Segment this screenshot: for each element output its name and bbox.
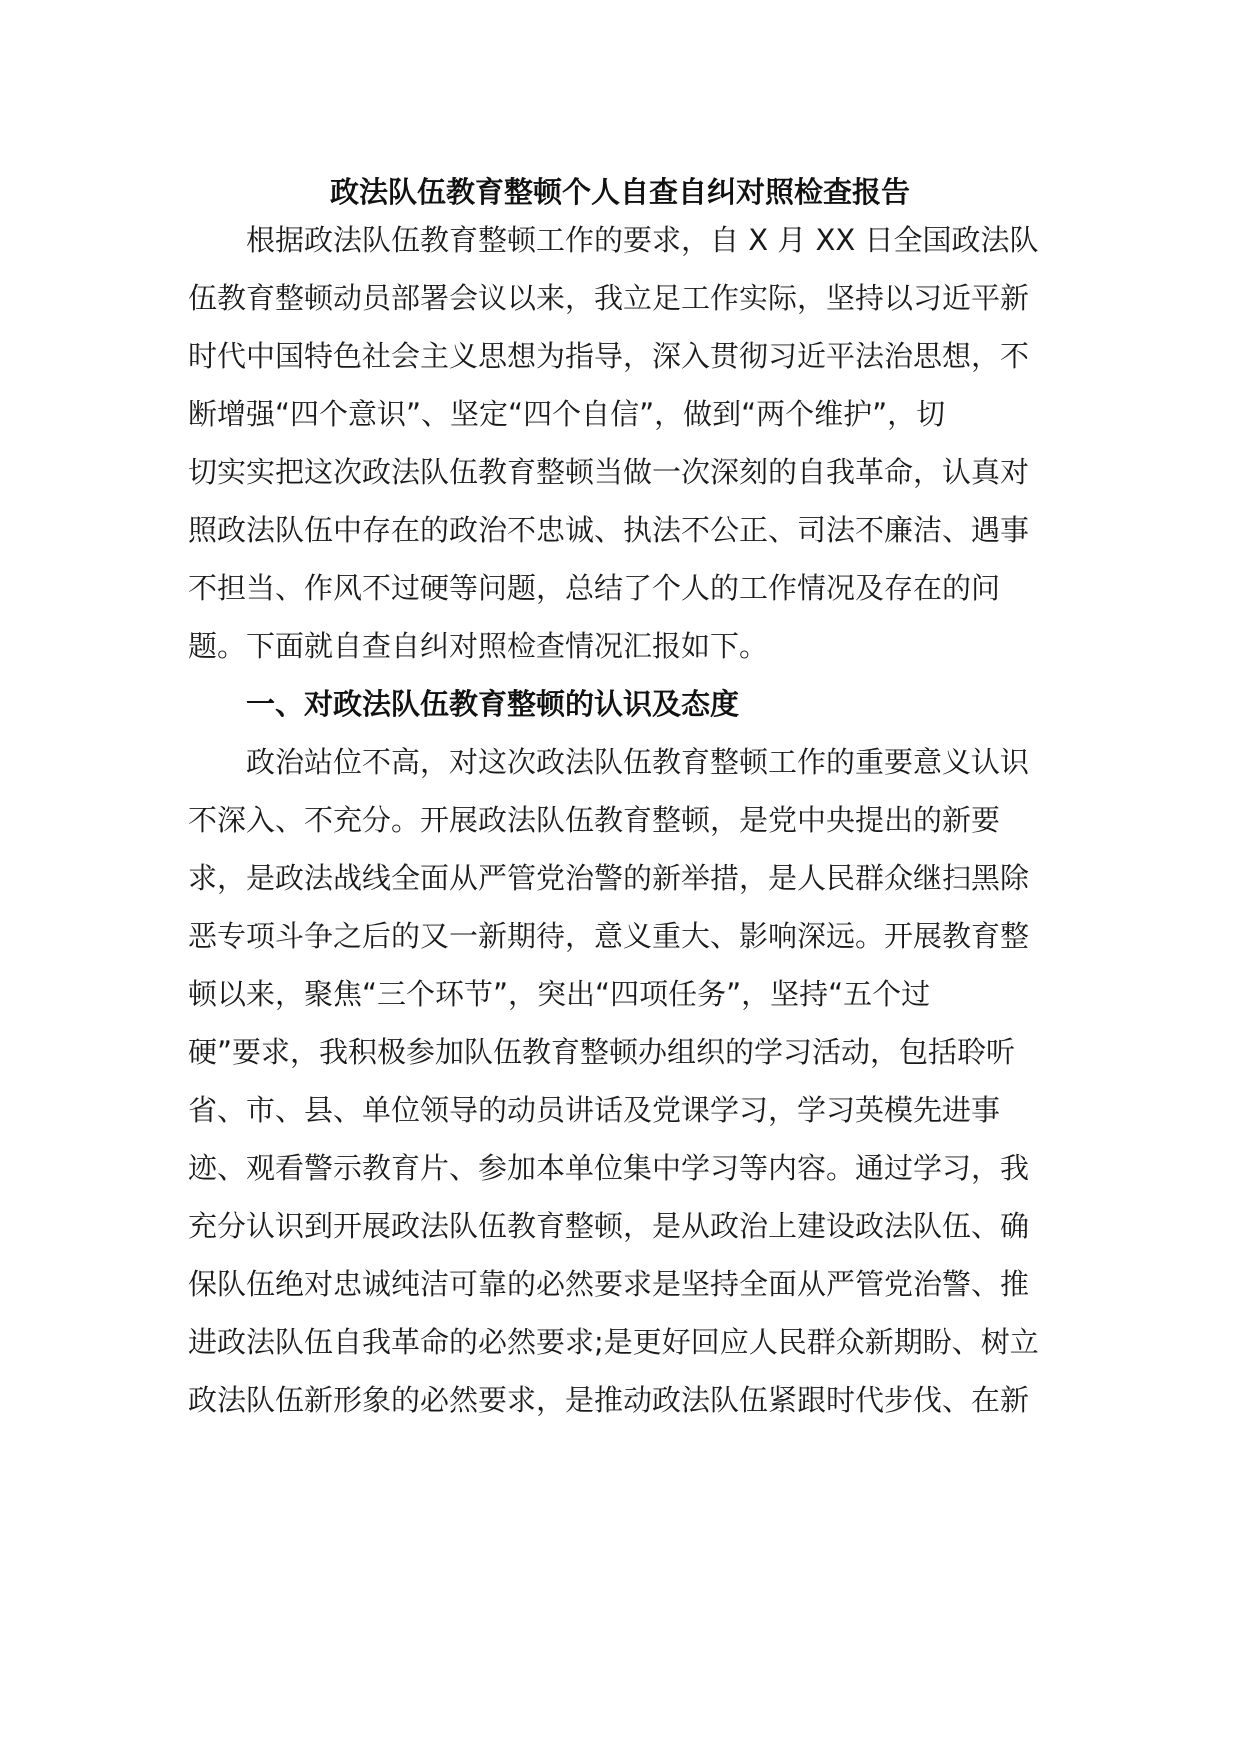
- paragraph-line: 政治站位不高，对这次政法队伍教育整顿工作的重要意义认识: [246, 745, 1030, 779]
- paragraph-line: 时代中国特色社会主义思想为指导，深入贯彻习近平法治思想，不: [188, 339, 1030, 373]
- paragraph-line: 充分认识到开展政法队伍教育整顿，是从政治上建设政法队伍、确: [188, 1209, 1030, 1243]
- paragraph-line: 政法队伍新形象的必然要求，是推动政法队伍紧跟时代步伐、在新: [188, 1383, 1030, 1417]
- paragraph-line: 根据政法队伍教育整顿工作的要求，自 X 月 XX 日全国政法队: [246, 223, 1039, 257]
- paragraph-line: 硬”要求，我积极参加队伍教育整顿办组织的学习活动，包括聆听: [188, 1035, 1016, 1069]
- document-title: 政法队伍教育整顿个人自查自纠对照检查报告: [329, 175, 910, 209]
- paragraph-line: 进政法队伍自我革命的必然要求;是更好回应人民群众新期盼、树立: [188, 1325, 1039, 1359]
- paragraph-line: 保队伍绝对忠诚纯洁可靠的必然要求是坚持全面从严管党治警、推: [188, 1267, 1030, 1301]
- paragraph-line: 迹、观看警示教育片、参加本单位集中学习等内容。通过学习，我: [188, 1151, 1030, 1185]
- paragraph-line: 题。下面就自查自纠对照检查情况汇报如下。: [188, 629, 769, 663]
- section-heading: 一、对政法队伍教育整顿的认识及态度: [246, 687, 740, 721]
- paragraph-line: 求，是政法战线全面从严管党治警的新举措，是人民群众继扫黑除: [188, 861, 1030, 895]
- paragraph-line: 切实实把这次政法队伍教育整顿当做一次深刻的自我革命，认真对: [188, 455, 1030, 489]
- paragraph-line: 顿以来，聚焦“三个环节”，突出“四项任务”，坚持“五个过: [188, 977, 931, 1011]
- paragraph-line: 不担当、作风不过硬等问题，总结了个人的工作情况及存在的问: [188, 571, 1001, 605]
- paragraph-line: 照政法队伍中存在的政治不忠诚、执法不公正、司法不廉洁、遇事: [188, 513, 1030, 547]
- paragraph-line: 断增强“四个意识”、坚定“四个自信”，做到“两个维护”，切: [188, 397, 946, 431]
- paragraph-line: 恶专项斗争之后的又一新期待，意义重大、影响深远。开展教育整: [188, 919, 1030, 953]
- paragraph-line: 不深入、不充分。开展政法队伍教育整顿，是党中央提出的新要: [188, 803, 1001, 837]
- paragraph-line: 省、市、县、单位领导的动员讲话及党课学习，学习英模先进事: [188, 1093, 1001, 1127]
- paragraph-line: 伍教育整顿动员部署会议以来，我立足工作实际，坚持以习近平新: [188, 281, 1030, 315]
